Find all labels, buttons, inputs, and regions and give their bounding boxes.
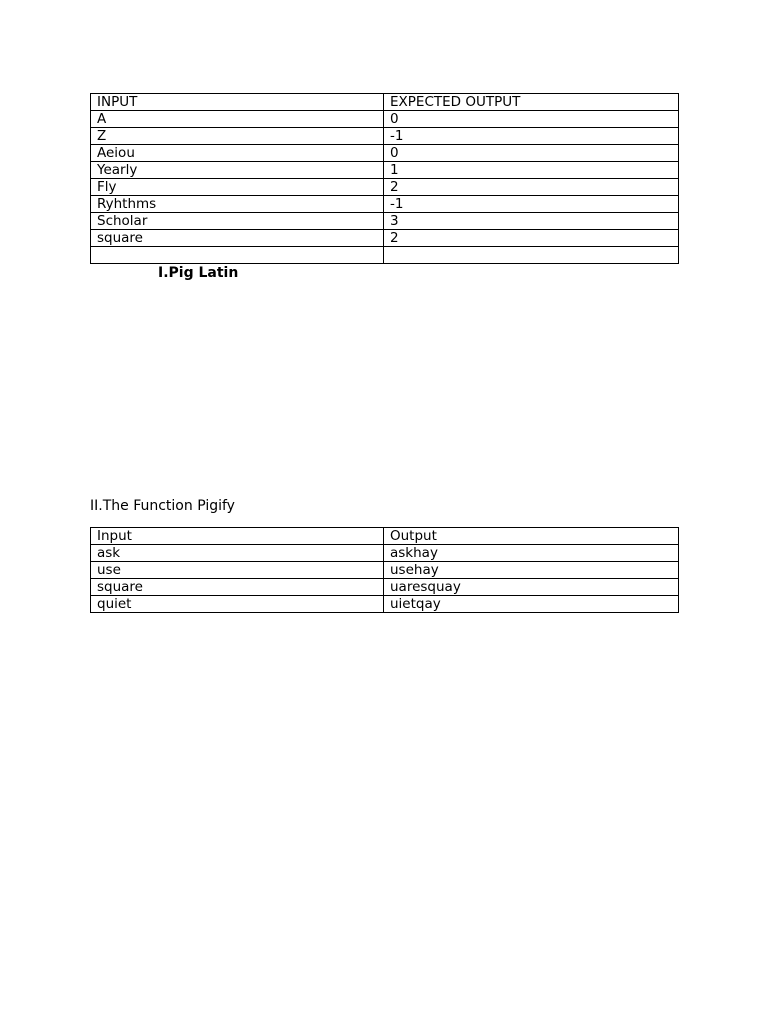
table-cell: -1 <box>384 128 679 145</box>
table-cell: Fly <box>91 179 384 196</box>
expected-output-table <box>90 93 679 264</box>
table-cell <box>91 247 384 264</box>
table-cell: use <box>91 562 384 579</box>
table-cell: Ryhthms <box>91 196 384 213</box>
table-cell: Aeiou <box>91 145 384 162</box>
table-row <box>91 213 679 230</box>
table-cell: 1 <box>384 162 679 179</box>
table-row <box>91 128 679 145</box>
table-cell: -1 <box>384 196 679 213</box>
table-cell: 0 <box>384 145 679 162</box>
table-cell: Scholar <box>91 213 384 230</box>
table-row <box>91 596 679 613</box>
table-row <box>91 111 679 128</box>
table-cell: Z <box>91 128 384 145</box>
table-row <box>91 162 679 179</box>
table-cell: 0 <box>384 111 679 128</box>
pigify-table <box>90 527 679 613</box>
table-cell: quiet <box>91 596 384 613</box>
table-row <box>91 196 679 213</box>
table-row <box>91 579 679 596</box>
header-cell: Output <box>384 528 679 545</box>
table-cell: askhay <box>384 545 679 562</box>
table-cell: ask <box>91 545 384 562</box>
table-row <box>91 247 679 264</box>
table-header-row <box>91 528 679 545</box>
table-row <box>91 179 679 196</box>
table-row <box>91 545 679 562</box>
table-cell: 3 <box>384 213 679 230</box>
header-cell: Input <box>91 528 384 545</box>
table-cell: square <box>91 230 384 247</box>
section-heading-function-pigify: II.The Function Pigify <box>90 498 235 514</box>
section-heading-pig-latin: I.Pig Latin <box>158 265 239 281</box>
table-cell: 2 <box>384 179 679 196</box>
table-row <box>91 230 679 247</box>
table-row <box>91 562 679 579</box>
table-cell: usehay <box>384 562 679 579</box>
table-cell: uietqay <box>384 596 679 613</box>
table-cell <box>384 247 679 264</box>
table-header-row <box>91 94 679 111</box>
table-cell: Yearly <box>91 162 384 179</box>
header-cell: INPUT <box>91 94 384 111</box>
table-cell: 2 <box>384 230 679 247</box>
table-cell: square <box>91 579 384 596</box>
header-cell: EXPECTED OUTPUT <box>384 94 679 111</box>
table-cell: A <box>91 111 384 128</box>
table-cell: uaresquay <box>384 579 679 596</box>
table-row <box>91 145 679 162</box>
